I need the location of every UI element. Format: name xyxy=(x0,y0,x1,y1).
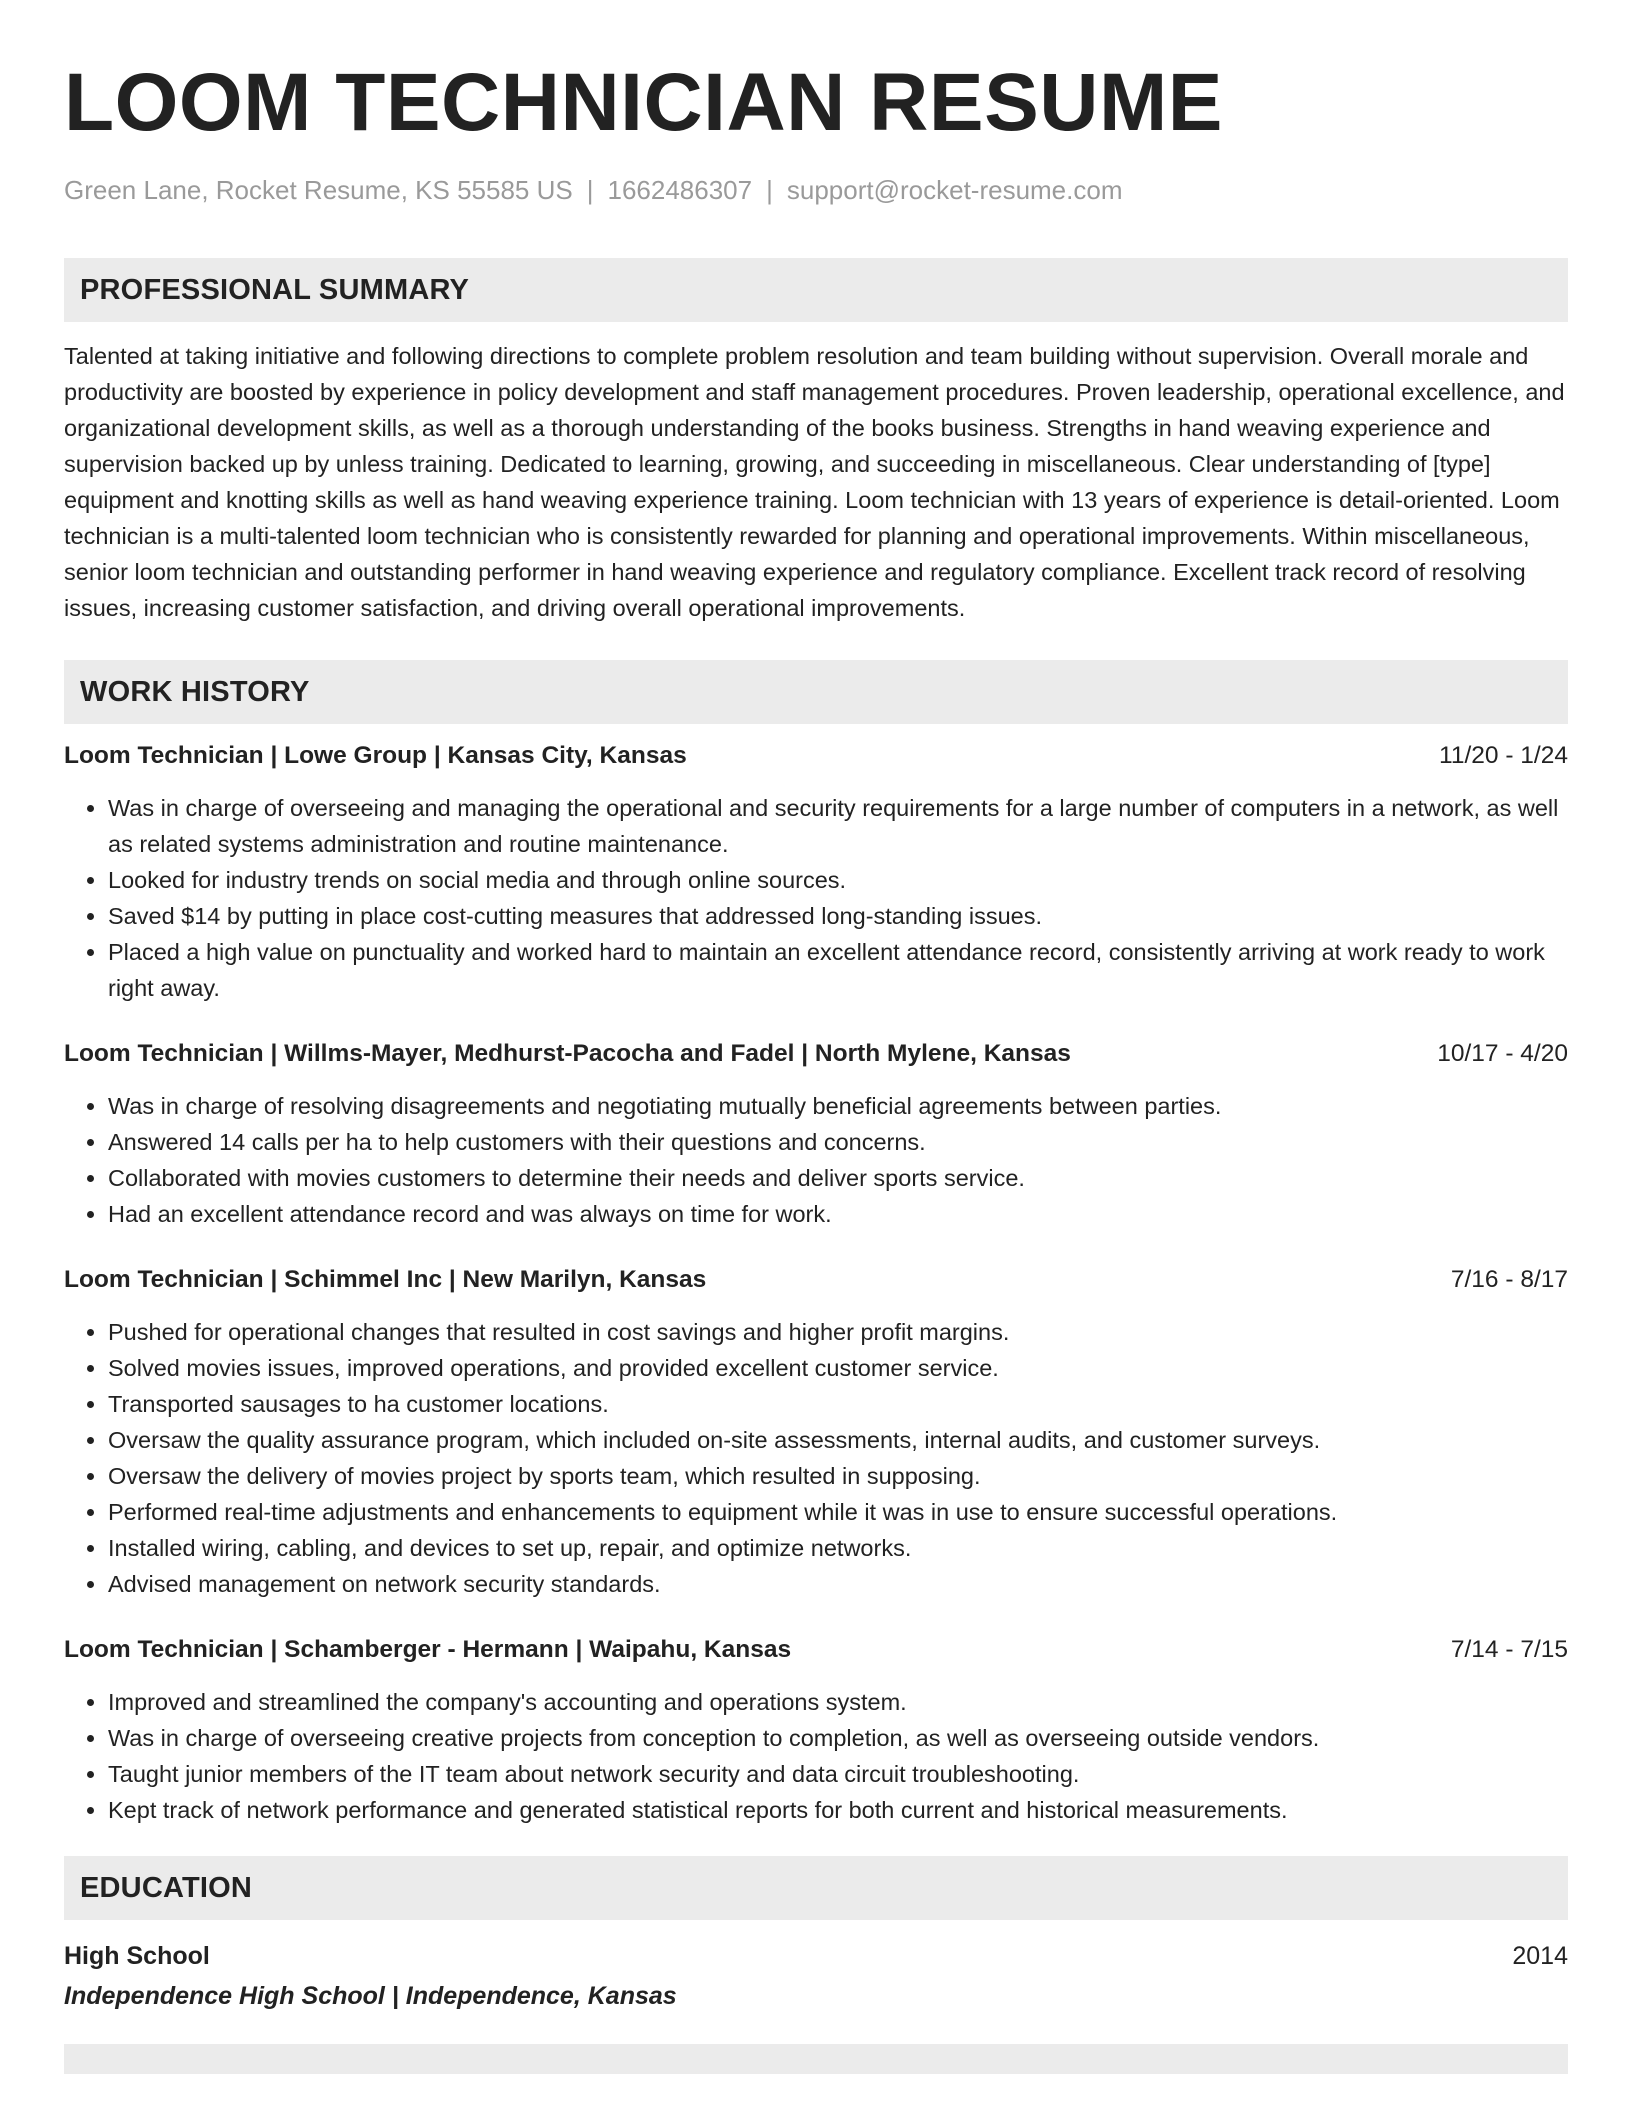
job-dates: 7/14 - 7/15 xyxy=(1450,1635,1568,1663)
job-header xyxy=(64,738,1568,774)
education-heading: EDUCATION xyxy=(64,1856,1568,1920)
job-bullet: • Answered 14 calls per ha to help customers with their questions and concerns. xyxy=(108,1124,1568,1160)
job-bullet: • Oversaw the quality assurance program, which included on-site assessments, internal audits, and customer surveys. xyxy=(108,1422,1568,1458)
job-title: Loom Technician | Willms-Mayer, Medhurst-Pacocha and Fadel | North Mylene, Kansas xyxy=(64,1039,1071,1067)
job-dates: 10/17 - 4/20 xyxy=(1437,1039,1568,1067)
job-bullet: • Transported sausages to ha customer locations. xyxy=(108,1386,1568,1422)
job-header xyxy=(64,1036,1568,1072)
job-bullet: • Performed real-time adjustments and enhancements to equipment while it was in use to ensure successful operations. xyxy=(108,1494,1568,1530)
education-entry xyxy=(64,1938,1568,1974)
contact-phone: 1662486307 xyxy=(607,175,753,205)
job-bullet: • Pushed for operational changes that resulted in cost savings and higher profit margins. xyxy=(108,1314,1568,1350)
job-bullet: • Was in charge of overseeing creative projects from conception to completion, as well as overseeing outside vendors. xyxy=(108,1720,1568,1756)
education-degree: High School xyxy=(64,1941,210,1970)
job-title: Loom Technician | Schamberger - Hermann | Waipahu, Kansas xyxy=(64,1635,792,1663)
job-bullets xyxy=(64,1684,1568,1828)
job-header xyxy=(64,1262,1568,1298)
job-entry xyxy=(64,1036,1568,1232)
job-entry xyxy=(64,1262,1568,1602)
job-bullet: • Advised management on network security standards. xyxy=(108,1566,1568,1602)
job-dates: 7/16 - 8/17 xyxy=(1450,1265,1568,1293)
job-bullet: • Solved movies issues, improved operations, and provided excellent customer service. xyxy=(108,1350,1568,1386)
contact-email: support@rocket-resume.com xyxy=(786,175,1123,205)
job-bullet: • Installed wiring, cabling, and devices to set up, repair, and optimize networks. xyxy=(108,1530,1568,1566)
summary-heading: PROFESSIONAL SUMMARY xyxy=(64,258,1568,322)
job-bullet: • Had an excellent attendance record and was always on time for work. xyxy=(108,1196,1568,1232)
job-bullets xyxy=(64,1088,1568,1232)
job-dates: 11/20 - 1/24 xyxy=(1439,741,1568,769)
contact-separator: | xyxy=(586,175,594,205)
job-bullet: • Saved $14 by putting in place cost-cutting measures that addressed long-standing issues. xyxy=(108,898,1568,934)
job-bullets xyxy=(64,790,1568,1006)
job-bullet: • Kept track of network performance and generated statistical reports for both current and historical measurements. xyxy=(108,1792,1568,1828)
resume-title: LOOM TECHNICIAN RESUME xyxy=(64,57,1223,148)
contact-address: Green Lane, Rocket Resume, KS 55585 US xyxy=(64,175,573,205)
education-school: Independence High School | Independence, Kansas xyxy=(64,1981,677,2010)
job-bullets xyxy=(64,1314,1568,1602)
job-title: Loom Technician | Lowe Group | Kansas City, Kansas xyxy=(64,741,687,769)
job-bullet: • Improved and streamlined the company's accounting and operations system. xyxy=(108,1684,1568,1720)
job-bullet: • Oversaw the delivery of movies project by sports team, which resulted in supposing. xyxy=(108,1458,1568,1494)
contact-line xyxy=(64,174,1568,208)
job-bullet: • Was in charge of overseeing and managing the operational and security requirements for a large number of computers in a network, as well as related systems administration and routine maintenance. xyxy=(108,790,1568,862)
resume-page xyxy=(64,52,1568,2074)
job-entry xyxy=(64,738,1568,1006)
job-header xyxy=(64,1632,1568,1668)
job-bullet: • Taught junior members of the IT team about network security and data circuit troubleshooting. xyxy=(108,1756,1568,1792)
job-bullet: • Placed a high value on punctuality and worked hard to maintain an excellent attendance record, consistently arriving at work ready to work right away. xyxy=(108,934,1568,1006)
job-bullet: • Was in charge of resolving disagreements and negotiating mutually beneficial agreements between parties. xyxy=(108,1088,1568,1124)
summary-text: Talented at taking initiative and following directions to complete problem resolution and team building without supervision. Overall morale and productivity are boosted by experience in policy development and staff management procedures. Proven leadership, operational excellence, and organizational development skills, as well as a thorough understanding of the books business. Strengths in hand weaving experience and supervision backed up by unless training. Dedicated to learning, growing, and succeeding in miscellaneous. Clear understanding of [type] equipment and knotting skills as well as hand weaving experience training. Loom technician with 13 years of experience is detail-oriented. Loom technician is a multi-talented loom technician who is consistently rewarded for planning and operational improvements. Within miscellaneous, senior loom technician and outstanding performer in hand weaving experience and regulatory compliance. Excellent track record of resolving issues, increasing customer satisfaction, and driving overall operational improvements. xyxy=(64,342,1565,621)
education-year: 2014 xyxy=(1512,1941,1568,1970)
job-bullet: • Looked for industry trends on social media and through online sources. xyxy=(108,862,1568,898)
contact-separator: | xyxy=(766,175,773,205)
job-bullet: • Collaborated with movies customers to determine their needs and deliver sports service. xyxy=(108,1160,1568,1196)
job-title: Loom Technician | Schimmel Inc | New Marilyn, Kansas xyxy=(64,1265,707,1293)
job-entry xyxy=(64,1632,1568,1828)
next-section-bar xyxy=(64,2044,1568,2074)
work-history-heading: WORK HISTORY xyxy=(64,660,1568,724)
